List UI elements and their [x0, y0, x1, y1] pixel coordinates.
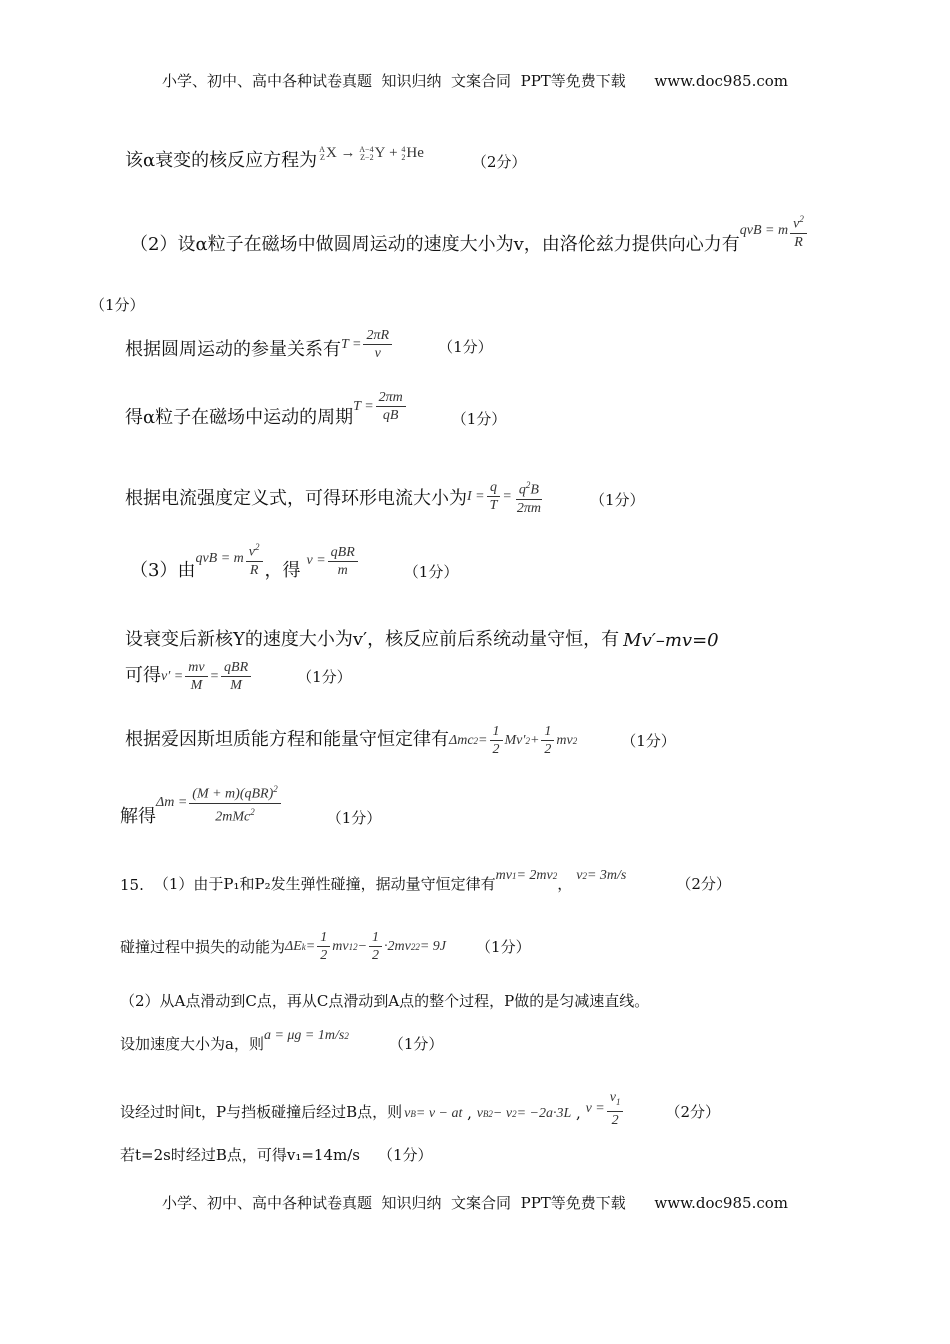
line-kinetic-loss: 碰撞过程中损失的动能为 ΔE k = $\frac{1}{2}$ mv 1 2 − $\frac{1}{2}$ ·2mv 2 2 = 9J （1分）: [120, 930, 531, 963]
formula-lorentz: qvB = m $\frac{v^2}{R}$: [740, 212, 809, 250]
score: （1分）: [476, 938, 531, 956]
formula-momentum-15: mv 1 = 2mv 2: [495, 868, 558, 883]
formula-vb-squared: v B 2 − v 2 = −2a·3L: [476, 1105, 572, 1121]
score: （2分）: [676, 875, 731, 893]
formula-period-v: T = $\frac{2\pi R}{v}$: [341, 328, 394, 361]
line-new-velocity: 可得 v′ = $\frac{mv}{M}$ = $\frac{\text{qBR}}{M}$ （1分）: [125, 660, 352, 693]
page-header: 小学、初中、高中各种试卷真题 知识归纳 文案合同 PPT等免费下载 www.doc985.com: [161, 72, 788, 90]
line-alpha-period: 得α粒子在磁场中运动的周期 T = $\frac{2\pi m}{qB}$ （1分）: [125, 390, 507, 428]
formula-vb: v B = v − at: [404, 1105, 463, 1121]
formula-v-half: v = $\frac{v_1}{2}$: [586, 1090, 626, 1128]
line-period-relation: 根据圆周运动的参量关系有 T = $\frac{2\pi R}{v}$ （1分）: [125, 328, 493, 361]
line-result-v1: 若t=2s时经过B点，可得v₁=14m/s （1分）: [120, 1146, 433, 1164]
line-deceleration: （2）从A点滑动到C点，再从C点滑动到A点的整个过程，P做的是匀减速直线。: [120, 992, 650, 1010]
line-reaction-equation: 该α衰变的核反应方程为 A Z X → A−4 Z−2 Y + 4 2 He （2分）: [125, 144, 527, 171]
score: （2分）: [471, 153, 527, 171]
formula-kinetic-loss: ΔE k = $\frac{1}{2}$ mv 1 2 − $\frac{1}{2}$ ·2mv 2 2 = 9J: [285, 930, 447, 963]
score: （1分）: [377, 1146, 433, 1164]
formula-v2: v 2 = 3m/s: [576, 868, 627, 883]
score: （1分）: [90, 296, 145, 314]
formula-lorentz-2: qvB = m $\frac{v^2}{R}$: [195, 540, 264, 578]
score: （1分）: [451, 410, 507, 428]
formula-velocity: v = $\frac{\text{qBR}}{m}$: [307, 545, 360, 578]
line-time-b: 设经过时间t，P与挡板碰撞后经过B点，则 v B = v − at , v B 2 − v 2 = −2a·3L , v = $\frac{v_1}{2}$ （2分）: [120, 1090, 721, 1128]
formula-alpha-decay: A Z X → A−4 Z−2 Y + 4 2 He: [319, 144, 424, 162]
formula-v-prime: v′ = $\frac{mv}{M}$ = $\frac{\text{qBR}}{M}$: [161, 660, 253, 693]
line-energy: 根据爱因斯坦质能方程和能量守恒定律有 Δmc 2 = $\frac{1}{2}$ Mv′ 2 + $\frac{1}{2}$ mv 2 （1分）: [125, 724, 676, 757]
score: （1分）: [438, 338, 493, 356]
line-acceleration: 设加速度大小为a，则 a = μg = 1m/s 2 （1分）: [120, 1028, 444, 1053]
line-velocity: （3）由 qvB = m $\frac{v^2}{R}$ ，得 v = $\frac{\text{qBR}}{m}$ （1分）: [130, 542, 459, 581]
formula-current: I = $\frac{q}{T}$ = $\frac{q^2B}{2\pi m}$: [467, 480, 541, 516]
line-momentum: 设衰变后新核Y的速度大小为v′，核反应前后系统动量守恒，有 Mv′–mv=0: [125, 629, 719, 651]
score: （1分）: [621, 732, 676, 750]
score: （1分）: [403, 562, 459, 581]
score: （1分）: [326, 809, 382, 828]
score: （1分）: [297, 668, 352, 686]
line-mass-defect: 解得 Δm = $\frac{(M + m)(qBR)^2}{2mMc^2}$ （1分）: [120, 784, 382, 828]
page-footer: 小学、初中、高中各种试卷真题 知识归纳 文案合同 PPT等免费下载 www.doc985.com: [161, 1194, 788, 1212]
line-lorentz-force: （2）设α粒子在磁场中做圆周运动的速度大小为v，由洛伦兹力提供向心力有 qvB = m $\frac{v^2}{R}$: [130, 212, 809, 256]
line-current: 根据电流强度定义式，可得环形电流大小为 I = $\frac{q}{T}$ = $\frac{q^2B}{2\pi m}$ （1分）: [125, 480, 645, 516]
formula-mass-defect: Δm = $\frac{(M + m)(qBR)^2}{2mMc^2}$: [156, 782, 283, 824]
score: （1分）: [589, 490, 645, 509]
score: （1分）: [388, 1035, 444, 1053]
line-q15-collision: 15. （1）由于P₁和P₂发生弹性碰撞，据动量守恒定律有 mv 1 = 2mv 2 ， v 2 = 3m/s （2分）: [120, 868, 731, 894]
formula-period-qb: T = $\frac{2\pi m}{qB}$: [353, 390, 408, 423]
formula-energy: Δmc 2 = $\frac{1}{2}$ Mv′ 2 + $\frac{1}{2}$ mv 2: [449, 724, 578, 757]
formula-acceleration: a = μg = 1m/s 2: [263, 1028, 349, 1043]
score: （2分）: [665, 1102, 721, 1121]
